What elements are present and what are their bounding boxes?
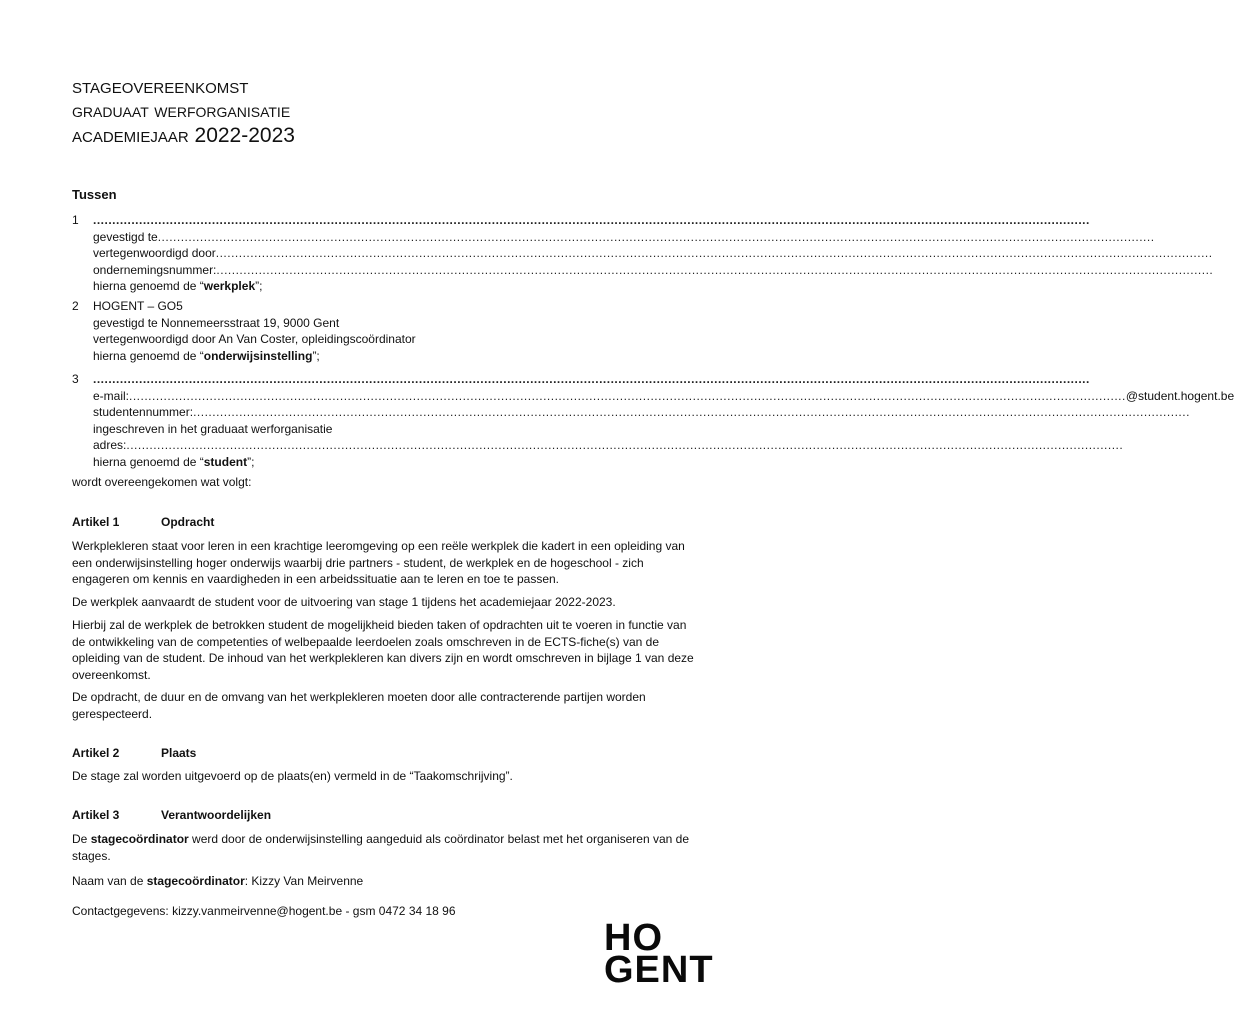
- artikel-title: Opdracht: [161, 515, 215, 529]
- party-2-vertegenwoordigd: vertegenwoordigd door An Van Coster, opleidingscoördinator: [93, 332, 416, 346]
- text: ”;: [255, 279, 263, 293]
- party-3-studentennummer-field: [93, 404, 1190, 421]
- artikel-1-paragraph-2: De werkplek aanvaardt de student voor de uitvoering van stage 1 tijdens het academiejaar 2022-2023.: [72, 595, 616, 609]
- artikel-number: Artikel 1: [72, 515, 120, 529]
- artikel-1-paragraph-1: Werkplekleren staat voor leren in een krachtige leeromgeving op een reële werkplek die kadert in een opleiding van een onderwijsinstelling hoger onderwijs waarbij drie partners - student, de werkplek en de hogeschool - zich engageren om kennis en vaardigheden in een arbeidssituatie aan te leren en toe te passen.: [72, 539, 685, 586]
- party-2-name: HOGENT – GO5: [93, 299, 183, 313]
- artikel-3-heading: [72, 808, 272, 822]
- artikel-title: Plaats: [161, 746, 197, 760]
- party-number: 2: [72, 299, 79, 313]
- term-stagecoordinator: stagecoördinator: [90, 832, 189, 846]
- role-name: onderwijsinstelling: [203, 348, 313, 363]
- dotted-line: ....................................................................................................................................................................................................................................................................: [126, 438, 1124, 452]
- hogent-logo: [604, 917, 714, 991]
- logo-line-1: HO: [604, 917, 663, 959]
- role-name: werkplek: [203, 279, 256, 293]
- party-1-hierna: [93, 278, 676, 295]
- dotted-line: ....................................................................................................................................................................................................................................................................: [93, 213, 1090, 227]
- field-label: adres:: [93, 438, 127, 452]
- field-label: studentennummer:: [93, 405, 194, 419]
- title-line-2: graduaat werforganisatie: [72, 100, 291, 122]
- party-1-ondernemingsnummer-field: [93, 262, 1214, 279]
- role-name: student: [203, 454, 248, 469]
- document-title: [72, 76, 295, 146]
- party-2-gevestigd: gevestigd te Nonnemeersstraat 19, 9000 Gent: [93, 315, 340, 330]
- title-line-1: stageovereenkomst: [72, 75, 249, 98]
- artikel-3-contact: Contactgegevens: kizzy.vanmeirvenne@hogent.be - gsm 0472 34 18 96: [72, 904, 456, 918]
- overeengekomen-text: wordt overeengekomen wat volgt:: [72, 475, 252, 489]
- dotted-line: ....................................................................................................................................................................................................................................................................: [157, 229, 1155, 244]
- party-3-hierna: [93, 454, 676, 471]
- dotted-line: ....................................................................................................................................................................................................................................................................: [216, 262, 1214, 277]
- text: werd door de onderwijsinstelling aangeduid als coördinator belast met het organiseren van de stages.: [72, 832, 690, 863]
- logo-line-2: GENT: [604, 949, 714, 991]
- artikel-3-paragraph-1: [72, 831, 694, 864]
- party-1-vertegenwoordigd-field: [93, 245, 1213, 262]
- party-number: 1: [72, 213, 79, 227]
- artikel-2-paragraph-1: De stage zal worden uitgevoerd op de plaats(en) vermeld in de “Taakomschrijving”.: [72, 769, 513, 783]
- party-2-hierna: [93, 348, 676, 365]
- email-domain: @student.hogent.be: [1125, 388, 1234, 403]
- field-label: e-mail:: [93, 388, 130, 403]
- artikel-number: Artikel 3: [72, 808, 120, 822]
- party-3-ingeschreven: ingeschreven in het graduaat werforganisatie: [93, 421, 333, 436]
- artikel-1-paragraph-4: De opdracht, de duur en de omvang van het werkplekleren moeten door alle contracterende partijen worden gerespecteerd.: [72, 690, 646, 721]
- artikel-2-heading: [72, 746, 197, 760]
- title-line-3: academiejaar 2022-2023: [72, 124, 295, 147]
- party-1-name-field: [93, 212, 1090, 229]
- artikel-title: Verantwoordelijken: [161, 808, 272, 822]
- party-1: [72, 212, 1214, 295]
- party-3-name-field: [93, 371, 1090, 388]
- field-label: ondernemingsnummer:: [93, 262, 217, 277]
- dotted-line: ....................................................................................................................................................................................................................................................................: [93, 372, 1090, 386]
- term-stagecoordinator: stagecoördinator: [146, 874, 245, 888]
- party-3-email-field: [93, 388, 1234, 405]
- text: ”;: [247, 454, 255, 469]
- artikel-1-heading: [72, 515, 215, 529]
- dotted-line: ....................................................................................................................................................................................................................................................................: [193, 405, 1190, 419]
- artikel-3-paragraph-2: [72, 873, 694, 890]
- field-label: vertegenwoordigd door: [93, 246, 216, 260]
- party-number: 3: [72, 372, 79, 386]
- text: hierna genoemd de “: [93, 348, 204, 363]
- dotted-line: ....................................................................................................................................................................................................................................................................: [129, 388, 1126, 403]
- text: De: [72, 832, 91, 846]
- artikel-number: Artikel 2: [72, 746, 120, 760]
- party-2: [72, 298, 676, 364]
- party-1-gevestigd-field: [93, 229, 1155, 246]
- text: hierna genoemd de “: [93, 279, 204, 293]
- party-3-adres-field: [93, 437, 1124, 454]
- artikel-1-paragraph-3: Hierbij zal de werkplek de betrokken student de mogelijkheid bieden taken of opdrachten uit te voeren in functie van de ontwikkeling van de competenties of welbepaalde leerdoelen zoals omschreven in de ECTS-fiche(s) van de opleiding van de student. De inhoud van het werkplekleren kan divers zijn en wordt omschreven in bijlage 1 van deze overeenkomst.: [72, 618, 694, 682]
- dotted-line: ....................................................................................................................................................................................................................................................................: [215, 246, 1213, 260]
- text: Naam van de: [72, 874, 147, 888]
- text: ”;: [312, 348, 320, 363]
- section-heading-tussen: Tussen: [72, 187, 117, 202]
- party-3: [72, 371, 1234, 470]
- text: : Kizzy Van Meirvenne: [244, 874, 364, 888]
- field-label: gevestigd te: [93, 229, 158, 244]
- text: hierna genoemd de “: [93, 454, 204, 469]
